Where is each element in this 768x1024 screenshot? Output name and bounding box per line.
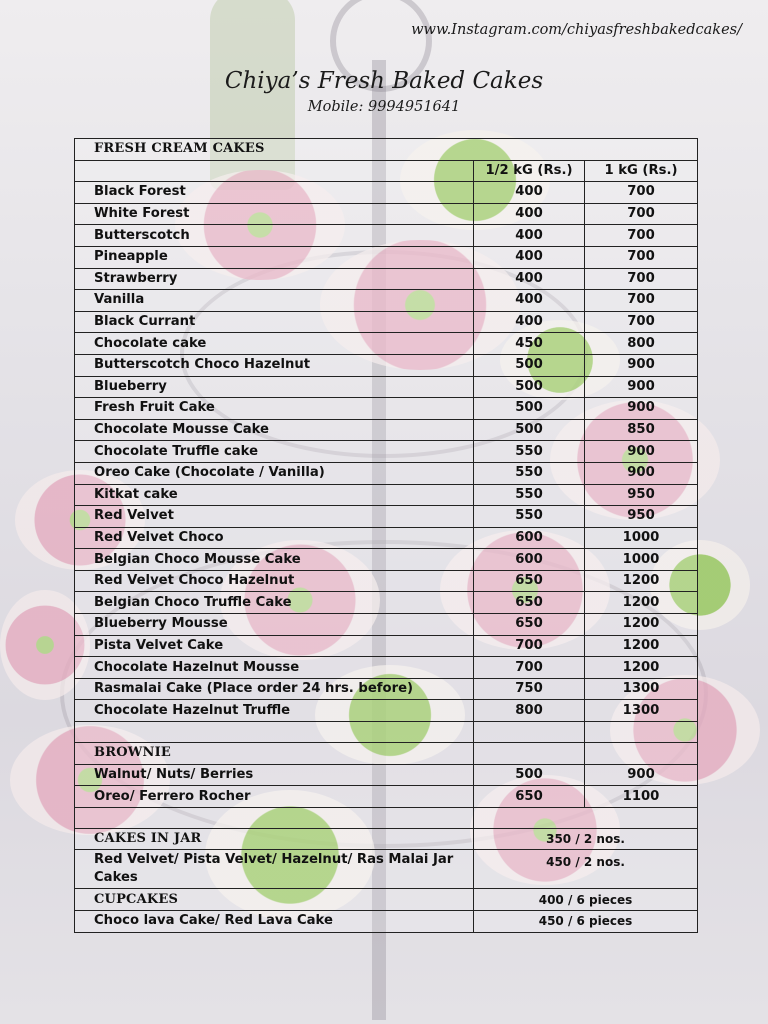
price-half-kg: 500 bbox=[474, 376, 585, 398]
price-one-kg: 950 bbox=[585, 506, 698, 528]
price-one-kg: 900 bbox=[585, 764, 698, 786]
brownie-heading: BROWNIE bbox=[75, 743, 474, 765]
price-one-kg: 900 bbox=[585, 462, 698, 484]
price-one-kg: 900 bbox=[585, 441, 698, 463]
item-name: Butterscotch bbox=[75, 225, 474, 247]
item-name: Kitkat cake bbox=[75, 484, 474, 506]
price-half-kg: 550 bbox=[474, 506, 585, 528]
section-header-row bbox=[75, 743, 698, 765]
price-one-kg: 1000 bbox=[585, 527, 698, 549]
item-name: Pista Velvet Cake bbox=[75, 635, 474, 657]
price-one-kg: 1200 bbox=[585, 657, 698, 679]
price-half-kg: 500 bbox=[474, 764, 585, 786]
price-one-kg: 700 bbox=[585, 225, 698, 247]
item-name: Rasmalai Cake (Place order 24 hrs. before) bbox=[75, 678, 474, 700]
price-half-kg: 550 bbox=[474, 441, 585, 463]
price-half-kg: 400 bbox=[474, 225, 585, 247]
table-row bbox=[75, 376, 698, 398]
price-half-kg: 400 bbox=[474, 268, 585, 290]
table-row bbox=[75, 700, 698, 722]
price-one-kg: 850 bbox=[585, 419, 698, 441]
price-half-kg: 550 bbox=[474, 484, 585, 506]
price-one-kg: 1200 bbox=[585, 635, 698, 657]
table-row bbox=[75, 182, 698, 204]
price-half-kg: 550 bbox=[474, 462, 585, 484]
item-name: Black Forest bbox=[75, 182, 474, 204]
instagram-link[interactable]: www.Instagram.com/chiyasfreshbakedcakes/ bbox=[411, 22, 742, 38]
price-half-kg: 400 bbox=[474, 290, 585, 312]
half-kg-header: 1/2 kG (Rs.) bbox=[474, 160, 585, 182]
cupcakes-heading-price: 400 / 6 pieces bbox=[474, 889, 698, 911]
table-row bbox=[75, 592, 698, 614]
table-row bbox=[75, 678, 698, 700]
table-row bbox=[75, 506, 698, 528]
column-header-row bbox=[75, 160, 698, 182]
jar-heading: CAKES IN JAR bbox=[75, 828, 474, 850]
price-one-kg: 1300 bbox=[585, 678, 698, 700]
table-row bbox=[75, 268, 698, 290]
mobile-number: Mobile: 9994951641 bbox=[307, 99, 461, 115]
item-name: Red Velvet Choco Hazelnut bbox=[75, 570, 474, 592]
price-table bbox=[74, 138, 698, 933]
one-kg-header: 1 kG (Rs.) bbox=[585, 160, 698, 182]
table-row bbox=[75, 311, 698, 333]
item-name: Walnut/ Nuts/ Berries bbox=[75, 764, 474, 786]
price-half-kg: 400 bbox=[474, 182, 585, 204]
item-name: Chocolate Hazelnut Truffle bbox=[75, 700, 474, 722]
table-row bbox=[75, 549, 698, 571]
table-row bbox=[75, 462, 698, 484]
table-row bbox=[75, 398, 698, 420]
table-row bbox=[75, 354, 698, 376]
price-half-kg: 500 bbox=[474, 398, 585, 420]
cupcakes-item-price: 450 / 6 pieces bbox=[474, 911, 698, 933]
spacer-row bbox=[75, 807, 698, 828]
price-one-kg: 700 bbox=[585, 246, 698, 268]
price-one-kg: 1200 bbox=[585, 592, 698, 614]
price-one-kg: 800 bbox=[585, 333, 698, 355]
price-half-kg: 650 bbox=[474, 592, 585, 614]
table-row bbox=[75, 657, 698, 679]
item-name: Black Currant bbox=[75, 311, 474, 333]
price-one-kg: 700 bbox=[585, 290, 698, 312]
item-name: Vanilla bbox=[75, 290, 474, 312]
item-name: Chocolate Truffle cake bbox=[75, 441, 474, 463]
price-half-kg: 750 bbox=[474, 678, 585, 700]
price-one-kg: 900 bbox=[585, 398, 698, 420]
item-name: Fresh Fruit Cake bbox=[75, 398, 474, 420]
list-item bbox=[75, 911, 698, 933]
table-row bbox=[75, 441, 698, 463]
price-one-kg: 950 bbox=[585, 484, 698, 506]
spacer-row bbox=[75, 722, 698, 743]
price-one-kg: 1200 bbox=[585, 614, 698, 636]
item-name: Belgian Choco Truffle Cake bbox=[75, 592, 474, 614]
price-one-kg: 1100 bbox=[585, 786, 698, 808]
item-name: Chocolate Hazelnut Mousse bbox=[75, 657, 474, 679]
price-half-kg: 700 bbox=[474, 635, 585, 657]
item-name: White Forest bbox=[75, 203, 474, 225]
cupcakes-heading: CUPCAKES bbox=[75, 889, 474, 911]
price-half-kg: 400 bbox=[474, 246, 585, 268]
fresh-cream-heading: FRESH CREAM CAKES bbox=[75, 139, 698, 161]
item-name: Blueberry bbox=[75, 376, 474, 398]
page-title: Chiya’s Fresh Baked Cakes bbox=[224, 68, 544, 94]
item-name: Blueberry Mousse bbox=[75, 614, 474, 636]
price-one-kg: 1000 bbox=[585, 549, 698, 571]
table-row bbox=[75, 246, 698, 268]
table-row bbox=[75, 333, 698, 355]
price-one-kg: 900 bbox=[585, 354, 698, 376]
item-name: Strawberry bbox=[75, 268, 474, 290]
price-half-kg: 600 bbox=[474, 527, 585, 549]
price-half-kg: 650 bbox=[474, 570, 585, 592]
price-half-kg: 400 bbox=[474, 311, 585, 333]
price-one-kg: 700 bbox=[585, 268, 698, 290]
list-item bbox=[75, 850, 698, 889]
item-name: Butterscotch Choco Hazelnut bbox=[75, 354, 474, 376]
jar-heading-price: 350 / 2 nos. bbox=[474, 828, 698, 850]
table-row bbox=[75, 635, 698, 657]
table-row bbox=[75, 419, 698, 441]
jar-item-name: Red Velvet/ Pista Velvet/ Hazelnut/ Ras Malai Jar Cakes bbox=[75, 850, 474, 889]
table-row bbox=[75, 203, 698, 225]
item-name: Chocolate cake bbox=[75, 333, 474, 355]
price-half-kg: 650 bbox=[474, 614, 585, 636]
section-header-row bbox=[75, 139, 698, 161]
item-name: Red Velvet Choco bbox=[75, 527, 474, 549]
price-half-kg: 400 bbox=[474, 203, 585, 225]
item-name: Belgian Choco Mousse Cake bbox=[75, 549, 474, 571]
table-row bbox=[75, 527, 698, 549]
item-name: Red Velvet bbox=[75, 506, 474, 528]
price-half-kg: 600 bbox=[474, 549, 585, 571]
price-one-kg: 700 bbox=[585, 311, 698, 333]
price-half-kg: 450 bbox=[474, 333, 585, 355]
section-header-row bbox=[75, 828, 698, 850]
price-half-kg: 500 bbox=[474, 419, 585, 441]
jar-item-price: 450 / 2 nos. bbox=[474, 850, 698, 889]
price-one-kg: 900 bbox=[585, 376, 698, 398]
table-row bbox=[75, 484, 698, 506]
item-name: Oreo/ Ferrero Rocher bbox=[75, 786, 474, 808]
price-half-kg: 700 bbox=[474, 657, 585, 679]
item-name: Oreo Cake (Chocolate / Vanilla) bbox=[75, 462, 474, 484]
table-row bbox=[75, 764, 698, 786]
price-one-kg: 700 bbox=[585, 182, 698, 204]
price-one-kg: 1300 bbox=[585, 700, 698, 722]
table-row bbox=[75, 786, 698, 808]
price-half-kg: 800 bbox=[474, 700, 585, 722]
table-row bbox=[75, 290, 698, 312]
table-row bbox=[75, 570, 698, 592]
empty-cell bbox=[75, 160, 474, 182]
table-row bbox=[75, 614, 698, 636]
cupcakes-item-name: Choco lava Cake/ Red Lava Cake bbox=[75, 911, 474, 933]
section-header-row bbox=[75, 889, 698, 911]
price-one-kg: 1200 bbox=[585, 570, 698, 592]
item-name: Pineapple bbox=[75, 246, 474, 268]
price-one-kg: 700 bbox=[585, 203, 698, 225]
item-name: Chocolate Mousse Cake bbox=[75, 419, 474, 441]
price-half-kg: 500 bbox=[474, 354, 585, 376]
price-half-kg: 650 bbox=[474, 786, 585, 808]
table-row bbox=[75, 225, 698, 247]
